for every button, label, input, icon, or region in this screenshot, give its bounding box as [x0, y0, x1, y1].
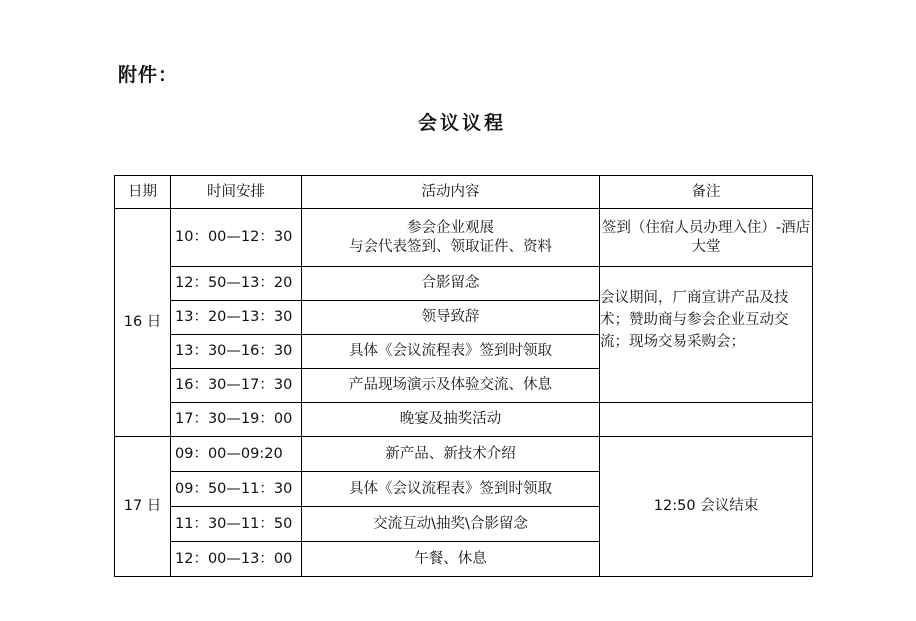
activity-cell: 合影留念: [302, 267, 600, 301]
time-cell: 11：30—11：50: [171, 507, 302, 542]
page-title: 会议议程: [417, 112, 506, 134]
time-cell: 16：30—17：30: [171, 369, 302, 403]
column-header-time: 时间安排: [171, 176, 302, 209]
activity-cell: 午餐、休息: [302, 542, 600, 577]
activity-cell: 具体《会议流程表》签到时领取: [302, 335, 600, 369]
note-cell-day2: 12:50 会议结束: [600, 437, 813, 577]
time-cell: 09：50—11：30: [171, 472, 302, 507]
table-row: [115, 403, 813, 437]
table-header-row: [115, 176, 813, 209]
table-row: [115, 267, 813, 301]
attachment-label: 附件：: [118, 64, 179, 86]
time-cell: 09：00—09:20: [171, 437, 302, 472]
table-row: [115, 209, 813, 267]
time-cell: 12：00—13：00: [171, 542, 302, 577]
date-cell-day2: 17 日: [115, 437, 171, 577]
activity-cell: 领导致辞: [302, 301, 600, 335]
column-header-note: 备注: [600, 176, 813, 209]
time-cell: 13：20—13：30: [171, 301, 302, 335]
date-cell-day1: 16 日: [115, 209, 171, 437]
note-cell-evening: [600, 403, 813, 437]
activity-cell: 交流互动\抽奖\合影留念: [302, 507, 600, 542]
activity-line: 参会企业观展: [407, 219, 494, 236]
activity-cell: 晚宴及抽奖活动: [302, 403, 600, 437]
time-cell: 10：00—12：30: [171, 209, 302, 267]
activity-cell: [302, 209, 600, 267]
time-cell: 17：30—19：00: [171, 403, 302, 437]
table-row: [115, 437, 813, 472]
agenda-table: [114, 175, 813, 577]
activity-cell: 新产品、新技术介绍: [302, 437, 600, 472]
note-cell-meeting: 会议期间，厂商宣讲产品及技术；赞助商与参会企业互动交流；现场交易采购会；: [600, 267, 813, 403]
activity-cell: 具体《会议流程表》签到时领取: [302, 472, 600, 507]
column-header-activity: 活动内容: [302, 176, 600, 209]
activity-line: 与会代表签到、领取证件、资料: [349, 238, 552, 255]
time-cell: 13：30—16：30: [171, 335, 302, 369]
note-cell-signin: 签到（住宿人员办理入住）-酒店大堂: [600, 209, 813, 267]
column-header-date: 日期: [115, 176, 171, 209]
activity-cell: 产品现场演示及体验交流、休息: [302, 369, 600, 403]
time-cell: 12：50—13：20: [171, 267, 302, 301]
